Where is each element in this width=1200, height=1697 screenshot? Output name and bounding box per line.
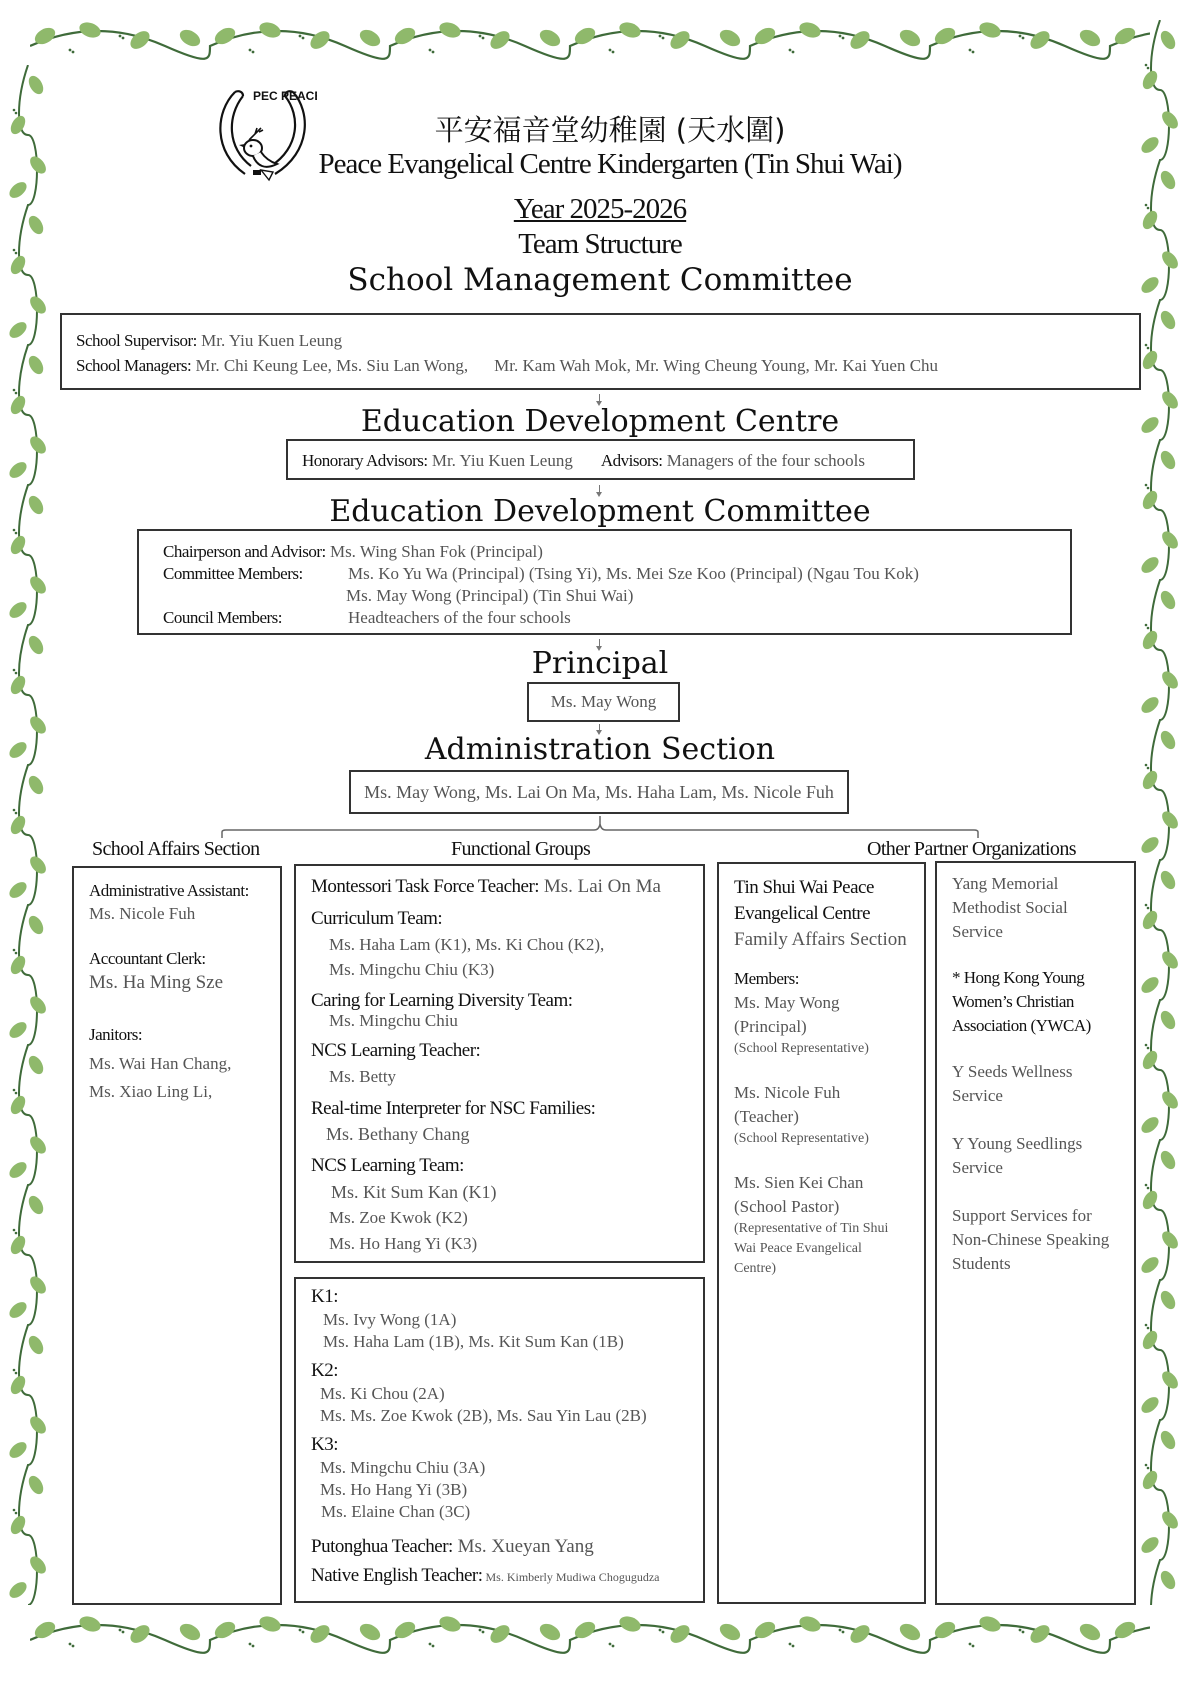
- putonghua-row: [311, 1533, 703, 1561]
- leaf-icon: [8, 953, 28, 976]
- leaf-icon: [177, 1620, 203, 1643]
- member-3-role: (School Pastor): [734, 1197, 840, 1216]
- leaf-icon: [1158, 308, 1178, 331]
- leaf-icon: [6, 459, 29, 481]
- montessori-value: Ms. Lai On Ma: [539, 876, 661, 897]
- member-3-rep-2: Wai Peace Evangelical: [734, 1241, 862, 1256]
- leaf-icon: [1158, 1568, 1178, 1591]
- leaf-icon: [1158, 588, 1178, 611]
- council-members-label: Council Members:: [163, 608, 283, 627]
- member-2-role: (Teacher): [734, 1107, 799, 1126]
- member-2-name: Ms. Nicole Fuh: [734, 1083, 841, 1102]
- leaf-icon: [26, 773, 46, 796]
- leaf-icon: [27, 1413, 49, 1436]
- k3-class-3: Ms. Elaine Chan (3C): [321, 1502, 471, 1521]
- school-affairs-heading: School Affairs Section: [92, 838, 260, 860]
- smc-supervisor-row: [76, 328, 1125, 353]
- leaf-icon: [1140, 1468, 1160, 1491]
- committee-members-row: [163, 563, 1070, 585]
- k2-class-2: Ms. Ms. Zoe Kwok (2B), Ms. Sau Yin Lau (2B): [320, 1406, 647, 1425]
- leaf-icon: [1158, 1008, 1178, 1031]
- leaf-icon: [617, 20, 642, 41]
- diversity-label: Caring for Learning Diversity Team:: [311, 990, 573, 1011]
- committee-members-value-2: Ms. May Wong (Principal) (Tin Shui Wai): [346, 586, 634, 605]
- chair-value: Ms. Wing Shan Fok (Principal): [325, 542, 543, 561]
- leaf-icon: [1138, 1114, 1161, 1136]
- leaf-icon: [27, 573, 49, 596]
- member-3-rep-3: Centre): [734, 1261, 776, 1276]
- vine-border-top: [30, 18, 1150, 68]
- logo-text: PEC PEACE: [253, 89, 317, 103]
- supervisor-label: School Supervisor:: [76, 331, 197, 350]
- family-org-2: Evangelical Centre: [734, 903, 871, 924]
- edc-row: [302, 450, 899, 471]
- leaf-icon: [27, 1553, 49, 1576]
- ncs-teacher-label: NCS Learning Teacher:: [311, 1040, 481, 1061]
- leaf-icon: [27, 853, 49, 876]
- admin-assistant-label: Administrative Assistant:: [89, 881, 249, 900]
- partner-3-line-1: Y Seeds Wellness: [952, 1062, 1073, 1081]
- member-1-rep: (School Representative): [734, 1041, 869, 1056]
- leaf-icon: [1140, 1048, 1160, 1071]
- leaf-icon: [26, 73, 46, 96]
- leaf-icon: [617, 1614, 642, 1635]
- curriculum-value-1: Ms. Haha Lam (K1), Ms. Ki Chou (K2),: [329, 935, 605, 954]
- leaf-icon: [257, 1614, 282, 1635]
- leaf-icon: [1140, 68, 1160, 91]
- leaf-icon: [1138, 1534, 1161, 1556]
- smc-box: [60, 313, 1141, 390]
- leaf-icon: [27, 1133, 49, 1156]
- advisors-value: Managers of the four schools: [662, 451, 866, 470]
- ncs-team-1: Ms. Kit Sum Kan (K1): [331, 1182, 497, 1202]
- leaf-icon: [357, 26, 383, 49]
- leaf-icon: [27, 1273, 49, 1296]
- family-org-1: Tin Shui Wai Peace: [734, 877, 874, 898]
- leaf-icon: [8, 1373, 28, 1396]
- council-members-value: Headteachers of the four schools: [348, 608, 571, 627]
- principal-box: [527, 682, 680, 722]
- leaf-icon: [357, 1620, 383, 1643]
- leaf-icon: [1138, 554, 1161, 576]
- leaf-icon: [6, 1159, 29, 1181]
- member-1-name: Ms. May Wong: [734, 993, 840, 1012]
- leaf-icon: [6, 599, 29, 621]
- smc-managers-row: [76, 353, 1125, 378]
- advisors-label: Advisors:: [600, 451, 663, 470]
- supervisor-value: Mr. Yiu Kuen Leung: [196, 331, 343, 350]
- managers-value-1: Mr. Chi Keung Lee, Ms. Siu Lan Wong,: [191, 356, 469, 375]
- functional-groups-heading: Functional Groups: [451, 838, 591, 860]
- managers-value-2: Mr. Kam Wah Mok, Mr. Wing Cheung Young, Mr. Kai Yuen Chu: [494, 356, 939, 375]
- partner-5-line-2: Non-Chinese Speaking: [952, 1230, 1110, 1249]
- smc-heading: School Management Committee: [347, 262, 853, 298]
- native-english-label: Native English Teacher:: [311, 1565, 483, 1586]
- partner-5-line-3: Students: [952, 1254, 1011, 1273]
- leaf-icon: [1159, 528, 1181, 551]
- leaf-icon: [26, 1473, 46, 1496]
- member-3-name: Ms. Sien Kei Chan: [734, 1173, 864, 1192]
- leaf-icon: [1159, 1508, 1181, 1531]
- family-section: Family Affairs Section: [734, 929, 907, 950]
- leaf-icon: [897, 26, 923, 49]
- ncs-team-3: Ms. Ho Hang Yi (K3): [329, 1234, 478, 1253]
- edcom-box: [137, 529, 1072, 635]
- leaf-icon: [26, 1193, 46, 1216]
- leaf-icon: [717, 26, 743, 49]
- partner-5-line-1: Support Services for: [952, 1206, 1092, 1225]
- k1-class-1: Ms. Ivy Wong (1A): [323, 1310, 457, 1329]
- leaf-icon: [1077, 1620, 1103, 1643]
- managers-label: School Managers:: [76, 356, 192, 375]
- janitor-2: Ms. Xiao Ling Li,: [89, 1082, 213, 1101]
- year-label: [0, 193, 1200, 226]
- putonghua-value: Ms. Xueyan Yang: [452, 1536, 594, 1557]
- leaf-icon: [1158, 448, 1178, 471]
- leaf-icon: [77, 1614, 102, 1635]
- admin-members: Ms. May Wong, Ms. Lai On Ma, Ms. Haha Lam, Ms. Nicole Fuh: [364, 782, 834, 802]
- family-members-label: Members:: [734, 969, 799, 988]
- leaf-icon: [1159, 1228, 1181, 1251]
- brace-connector: [220, 814, 982, 840]
- leaf-icon: [1158, 1428, 1178, 1451]
- partner-1-line-2: Methodist Social: [952, 898, 1068, 917]
- edc-heading: Education Development Centre: [360, 404, 840, 439]
- year-text: Year 2025-2026: [513, 193, 687, 225]
- leaf-icon: [6, 879, 29, 901]
- putonghua-label: Putonghua Teacher:: [311, 1536, 453, 1557]
- leaf-icon: [26, 913, 46, 936]
- leaf-icon: [977, 20, 1002, 41]
- k2-label: K2:: [311, 1360, 338, 1381]
- montessori-label: Montessori Task Force Teacher:: [311, 876, 540, 897]
- leaf-icon: [437, 20, 462, 41]
- leaf-icon: [437, 1614, 462, 1635]
- admin-assistant-value: Ms. Nicole Fuh: [89, 904, 196, 923]
- native-english-row: [311, 1561, 703, 1592]
- title-english: Peace Evangelical Centre Kindergarten (Tin Shui Wai): [318, 148, 902, 180]
- leaf-icon: [1138, 694, 1161, 716]
- leaf-icon: [8, 1093, 28, 1116]
- principal-name: Ms. May Wong: [550, 692, 657, 711]
- native-english-value: Ms. Kimberly Mudiwa Chogugudza: [482, 1570, 660, 1584]
- vine-border-bottom: [30, 1612, 1150, 1662]
- partner-4-line-1: Y Young Seedlings: [952, 1134, 1083, 1153]
- leaf-icon: [797, 1614, 822, 1635]
- classes-box: [294, 1277, 705, 1603]
- ncs-team-label: NCS Learning Team:: [311, 1155, 464, 1176]
- functional-groups-box: [294, 864, 705, 1263]
- montessori-row: [311, 874, 703, 900]
- leaf-icon: [1159, 808, 1181, 831]
- leaf-icon: [1138, 1394, 1161, 1416]
- leaf-icon: [8, 533, 28, 556]
- arrow-down-icon: [599, 724, 600, 731]
- k3-label: K3:: [311, 1434, 338, 1455]
- interpreter-label: Real-time Interpreter for NSC Families:: [311, 1098, 596, 1119]
- leaf-icon: [27, 993, 49, 1016]
- admin-box: [349, 770, 849, 814]
- leaf-icon: [1138, 834, 1161, 856]
- leaf-icon: [6, 319, 29, 341]
- leaf-icon: [537, 26, 563, 49]
- title-chinese: 平安福音堂幼稚園 (天水圍): [434, 113, 786, 147]
- member-3-rep-1: (Representative of Tin Shui: [734, 1221, 889, 1236]
- leaf-icon: [1159, 1088, 1181, 1111]
- leaf-icon: [26, 353, 46, 376]
- partners-heading: Other Partner Organizations: [867, 838, 1076, 860]
- team-structure-label: Team Structure: [518, 228, 682, 260]
- k3-class-2: Ms. Ho Hang Yi (3B): [320, 1480, 468, 1499]
- diversity-value: Ms. Mingchu Chiu: [329, 1011, 458, 1030]
- janitors-label: Janitors:: [89, 1025, 143, 1044]
- chair-label: Chairperson and Advisor:: [163, 542, 326, 561]
- leaf-icon: [257, 20, 282, 41]
- leaf-icon: [1140, 348, 1160, 371]
- partner-3-line-2: Service: [952, 1086, 1003, 1105]
- leaf-icon: [26, 1333, 46, 1356]
- leaf-icon: [1140, 908, 1160, 931]
- partner-4-line-2: Service: [952, 1158, 1003, 1177]
- accountant-clerk-label: Accountant Clerk:: [89, 949, 206, 968]
- chair-row: [163, 541, 1070, 563]
- leaf-icon: [797, 20, 822, 41]
- k2-class-1: Ms. Ki Chou (2A): [320, 1384, 445, 1403]
- curriculum-value-2: Ms. Mingchu Chiu (K3): [329, 960, 495, 979]
- member-2-rep: (School Representative): [734, 1131, 869, 1146]
- leaf-icon: [1159, 948, 1181, 971]
- k1-label: K1:: [311, 1286, 338, 1307]
- leaf-icon: [1140, 1188, 1160, 1211]
- leaf-icon: [8, 1233, 28, 1256]
- leaf-icon: [6, 1579, 29, 1601]
- partners-box: [935, 861, 1136, 1605]
- leaf-icon: [177, 26, 203, 49]
- leaf-icon: [77, 20, 102, 41]
- interpreter-value: Ms. Bethany Chang: [326, 1124, 470, 1144]
- ncs-team-2: Ms. Zoe Kwok (K2): [329, 1208, 468, 1227]
- admin-heading: Administration Section: [424, 732, 776, 767]
- leaf-icon: [6, 1439, 29, 1461]
- leaf-icon: [6, 1299, 29, 1321]
- leaf-icon: [537, 1620, 563, 1643]
- partner-2-line-1: * Hong Kong Young: [952, 968, 1085, 987]
- leaf-icon: [717, 1620, 743, 1643]
- member-1-role: (Principal): [734, 1017, 807, 1036]
- arrow-down-icon: [599, 394, 600, 402]
- partner-1-line-1: Yang Memorial: [952, 874, 1059, 893]
- committee-members-label: Committee Members:: [163, 564, 303, 583]
- partner-1-line-3: Service: [952, 922, 1003, 941]
- partner-2-line-3: Association (YWCA): [952, 1016, 1091, 1035]
- ncs-teacher-value: Ms. Betty: [329, 1067, 397, 1086]
- edcom-heading: Education Development Committee: [329, 494, 871, 529]
- leaf-icon: [1158, 28, 1178, 51]
- school-affairs-box: [72, 866, 282, 1605]
- curriculum-label: Curriculum Team:: [311, 908, 443, 929]
- leaf-icon: [1158, 868, 1178, 891]
- honorary-advisors-value: Mr. Yiu Kuen Leung: [427, 451, 573, 470]
- k1-class-2: Ms. Haha Lam (1B), Ms. Kit Sum Kan (1B): [323, 1332, 624, 1351]
- committee-members-row-2: [163, 585, 1070, 607]
- leaf-icon: [1138, 974, 1161, 996]
- leaf-icon: [977, 1614, 1002, 1635]
- leaf-icon: [6, 1019, 29, 1041]
- leaf-icon: [1158, 1288, 1178, 1311]
- leaf-icon: [1159, 1368, 1181, 1391]
- council-members-row: [163, 607, 1070, 629]
- janitor-1: Ms. Wai Han Chang,: [89, 1054, 232, 1073]
- partner-2-line-2: Women’s Christian: [952, 992, 1074, 1011]
- leaf-icon: [1138, 1254, 1161, 1276]
- family-affairs-box: [717, 862, 926, 1604]
- leaf-icon: [26, 1053, 46, 1076]
- leaf-icon: [1158, 1148, 1178, 1171]
- leaf-icon: [897, 1620, 923, 1643]
- leaf-icon: [8, 813, 28, 836]
- committee-members-value-1: Ms. Ko Yu Wa (Principal) (Tsing Yi), Ms. Mei Sze Koo (Principal) (Ngau Tou Kok): [348, 564, 919, 583]
- leaf-icon: [1140, 1328, 1160, 1351]
- leaf-icon: [1140, 768, 1160, 791]
- accountant-clerk-value: Ms. Ha Ming Sze: [89, 972, 224, 993]
- arrow-down-icon: [599, 485, 600, 493]
- principal-heading: Principal: [531, 646, 669, 681]
- leaf-icon: [8, 1513, 28, 1536]
- honorary-advisors-label: Honorary Advisors:: [302, 451, 428, 470]
- k3-class-1: Ms. Mingchu Chiu (3A): [320, 1458, 486, 1477]
- edc-box: [286, 439, 915, 480]
- leaf-icon: [1077, 26, 1103, 49]
